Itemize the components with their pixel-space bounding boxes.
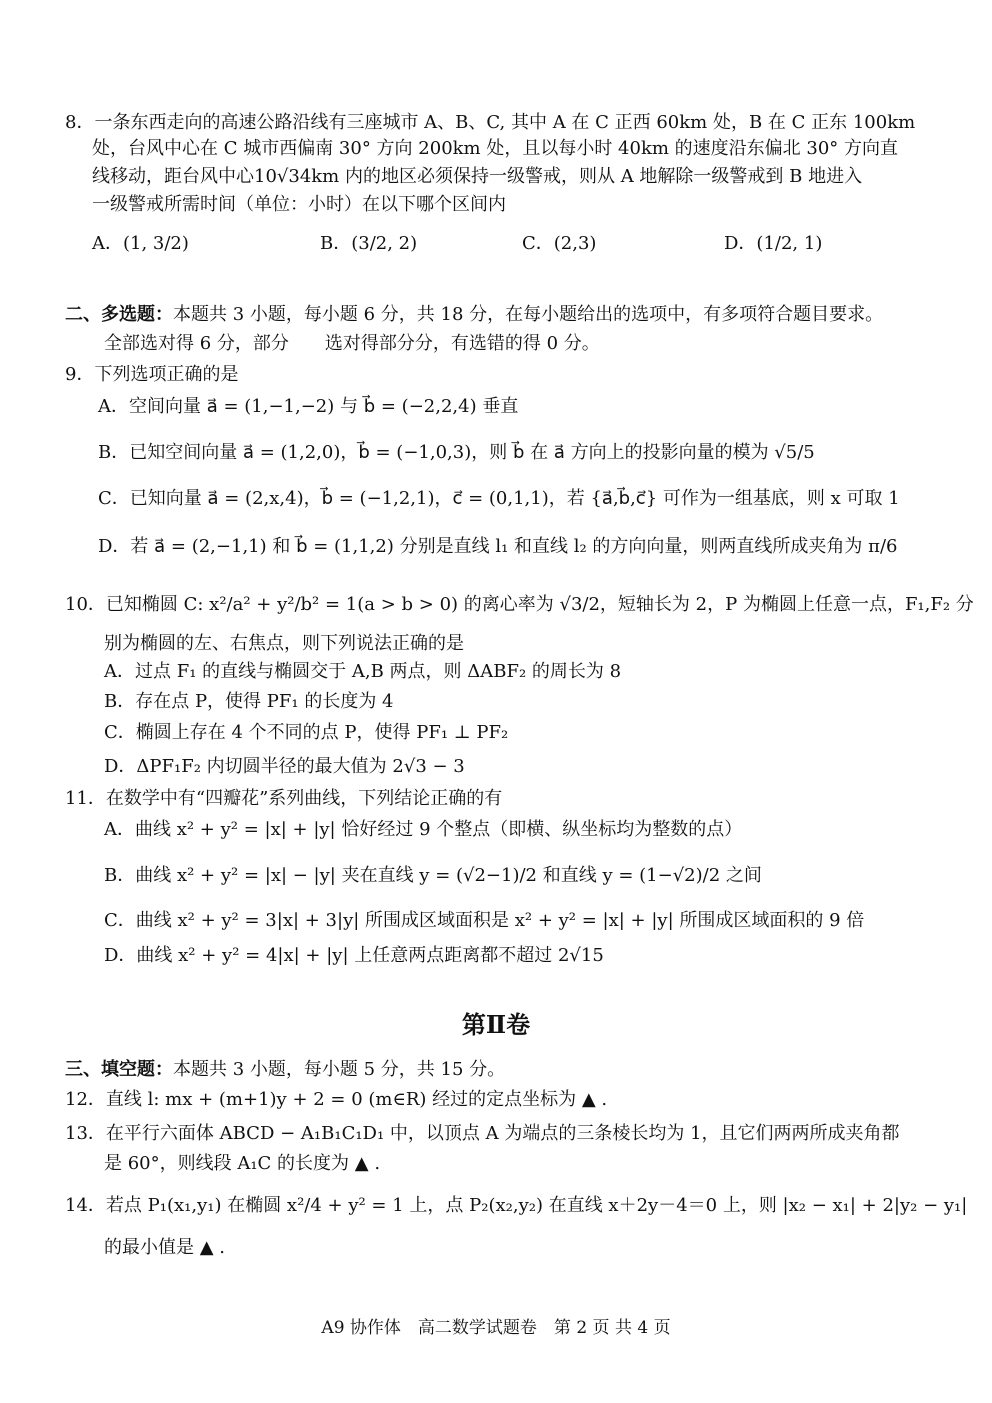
q8-line-4: 一级警戒所需时间（单位：小时）在以下哪个区间内 — [92, 194, 506, 215]
q11-option-b: B．曲线 x² + y² = |x| − |y| 夹在直线 y = (√2−1)/2 和直线 y = (1−√2)/2 之间 — [104, 865, 762, 886]
section-2-text: 本题共 3 小题，每小题 6 分，共 18 分，在每小题给出的选项中，有多项符合题目要求。 — [173, 304, 884, 325]
q9-option-c: C．已知向量 a⃗ = (2,x,4)，b⃗ = (−1,2,1)，c⃗ = (0,1,1)，若 {a⃗,b⃗,c⃗} 可作为一组基底，则 x 可取 1 — [98, 488, 900, 509]
q8-line-1: 8．一条东西走向的高速公路沿线有三座城市 A、B、C, 其中 A 在 C 正西 60km 处，B 在 C 正东 100km — [65, 112, 916, 133]
q8-line-3: 线移动，距台风中心10√34km 内的地区必须保持一级警戒，则从 A 地解除一级警戒到 B 地进入 — [92, 166, 863, 187]
q11-option-d: D．曲线 x² + y² = 4|x| + |y| 上任意两点距离都不超过 2√15 — [104, 945, 604, 966]
q10-line-2: 别为椭圆的左、右焦点，则下列说法正确的是 — [104, 633, 464, 654]
section-3-heading: 三、填空题： — [65, 1059, 173, 1080]
q13-line-1: 13．在平行六面体 ABCD − A₁B₁C₁D₁ 中，以顶点 A 为端点的三条棱长均为 1，且它们两两所成夹角都 — [65, 1123, 900, 1144]
q10-option-d: D．ΔPF₁F₂ 内切圆半径的最大值为 2√3 − 3 — [104, 756, 465, 777]
q8-line-2: 处，台风中心在 C 城市西偏南 30° 方向 200km 处，且以每小时 40km 的速度沿东偏北 30° 方向直 — [92, 138, 899, 159]
q12-line: 12．直线 l: mx + (m+1)y + 2 = 0 (m∈R) 经过的定点坐标为 ▲ . — [65, 1089, 608, 1110]
q8-option-c: C．(2,3) — [522, 233, 597, 254]
q10-option-a: A．过点 F₁ 的直线与椭圆交于 A,B 两点，则 ΔABF₂ 的周长为 8 — [104, 661, 622, 682]
q10-option-b: B．存在点 P，使得 PF₁ 的长度为 4 — [104, 691, 394, 712]
q10-line-1: 10．已知椭圆 C: x²/a² + y²/b² = 1(a > b > 0) 的离心率为 √3/2，短轴长为 2，P 为椭圆上任意一点，F₁,F₂ 分 — [65, 594, 974, 615]
q10-option-c: C．椭圆上存在 4 个不同的点 P，使得 PF₁ ⊥ PF₂ — [104, 722, 509, 743]
q8-option-a: A．(1, 3/2) — [92, 233, 189, 254]
q13-line-2: 是 60°，则线段 A₁C 的长度为 ▲ . — [104, 1153, 381, 1174]
q9-stem: 9．下列选项正确的是 — [65, 364, 239, 385]
q14-line-2: 的最小值是 ▲ . — [104, 1237, 226, 1258]
q11-stem: 11．在数学中有“四瓣花”系列曲线，下列结论正确的有 — [65, 788, 503, 809]
q11-option-a: A．曲线 x² + y² = |x| + |y| 恰好经过 9 个整点（即横、纵坐标均为整数的点） — [104, 819, 743, 840]
q9-option-d: D．若 a⃗ = (2,−1,1) 和 b⃗ = (1,1,2) 分别是直线 l₁ 和直线 l₂ 的方向向量，则两直线所成夹角为 π/6 — [98, 536, 898, 557]
section-2-line-1 — [0, 303, 992, 327]
q9-option-b: B．已知空间向量 a⃗ = (1,2,0)，b⃗ = (−1,0,3)，则 b⃗ 在 a⃗ 方向上的投影向量的模为 √5/5 — [98, 442, 815, 463]
section-3-line — [0, 1058, 992, 1082]
section-2-heading: 二、多选题： — [65, 304, 173, 325]
q8-options — [0, 224, 992, 264]
q14-line-1: 14．若点 P₁(x₁,y₁) 在椭圆 x²/4 + y² = 1 上，点 P₂(x₂,y₂) 在直线 x＋2y－4＝0 上，则 |x₂ − x₁| + 2|y₂ − y₁| — [65, 1195, 968, 1216]
q9-option-a: A．空间向量 a⃗ = (1,−1,−2) 与 b⃗ = (−2,2,4) 垂直 — [98, 396, 519, 417]
q8-option-d: D．(1/2, 1) — [724, 233, 823, 254]
section-2-line-2: 全部选对得 6 分，部分 选对得部分分，有选错的得 0 分。 — [104, 333, 600, 354]
section-3-text: 本题共 3 小题，每小题 5 分，共 15 分。 — [173, 1059, 506, 1080]
part-2-title: 第Ⅱ卷 — [461, 1010, 531, 1039]
q8-option-b: B．(3/2, 2) — [320, 233, 418, 254]
q11-option-c: C．曲线 x² + y² = 3|x| + 3|y| 所围成区域面积是 x² + y² = |x| + |y| 所围成区域面积的 9 倍 — [104, 910, 865, 931]
page-footer: A9 协作体 高二数学试题卷 第 2 页 共 4 页 — [321, 1318, 671, 1338]
